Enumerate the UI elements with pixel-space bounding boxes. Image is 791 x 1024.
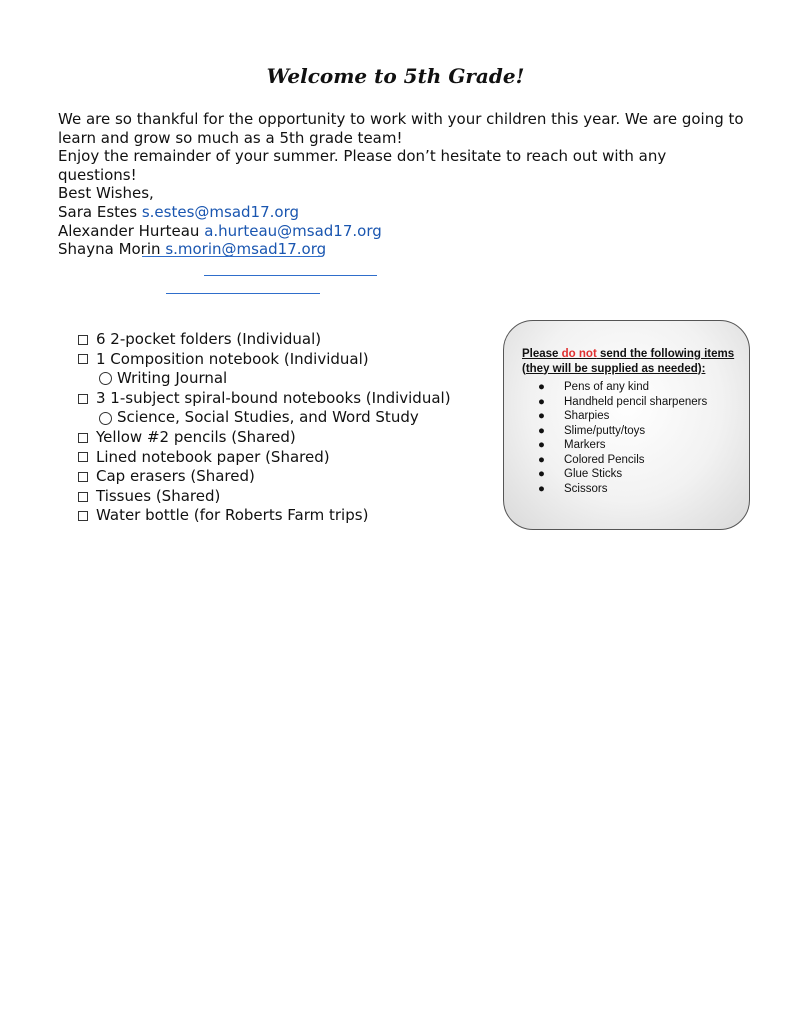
list-item bbox=[522, 380, 735, 395]
do-not-send-heading bbox=[522, 347, 735, 376]
bullet-icon: ● bbox=[538, 439, 545, 451]
checklist-item bbox=[78, 467, 451, 487]
checklist-subitem bbox=[78, 408, 451, 428]
list-item-label: Glue Sticks bbox=[564, 468, 623, 480]
checkbox-icon[interactable] bbox=[78, 511, 88, 521]
list-item bbox=[522, 438, 735, 453]
checklist-item bbox=[78, 350, 451, 370]
do-not-send-list bbox=[522, 380, 735, 496]
checkbox-icon[interactable] bbox=[78, 472, 88, 482]
checkbox-icon[interactable] bbox=[78, 433, 88, 443]
bullet-icon: ● bbox=[538, 453, 545, 466]
checklist-item bbox=[78, 389, 451, 409]
checklist-item-label: Cap erasers (Shared) bbox=[96, 467, 255, 486]
checklist-item-label: Water bottle (for Roberts Farm trips) bbox=[96, 506, 369, 525]
list-item bbox=[522, 409, 735, 424]
checkbox-icon[interactable] bbox=[78, 354, 88, 364]
list-item-label: Sharpies bbox=[564, 410, 610, 422]
bullet-icon: ● bbox=[538, 410, 545, 422]
checklist-subitem bbox=[78, 369, 451, 389]
supply-checklist bbox=[78, 330, 451, 526]
checklist-item-label: Lined notebook paper (Shared) bbox=[96, 447, 330, 466]
checklist-item-label: 6 2-pocket folders (Individual) bbox=[96, 330, 322, 348]
radio-circle-icon[interactable] bbox=[99, 372, 112, 385]
letter-closing: Best Wishes, bbox=[58, 184, 154, 203]
radio-circle-icon[interactable] bbox=[99, 412, 112, 425]
list-item-label: Colored Pencils bbox=[564, 453, 645, 466]
checklist-item-label: Tissues (Shared) bbox=[96, 486, 221, 505]
teacher-email-link[interactable]: s.morin@msad17.org bbox=[165, 240, 327, 259]
letter-paragraph: Enjoy the remainder of your summer. Please don’t hesitate to reach out with any questions! bbox=[58, 147, 667, 184]
list-item-label: Pens of any kind bbox=[564, 381, 650, 393]
checklist-item bbox=[78, 506, 451, 526]
checkbox-icon[interactable] bbox=[78, 492, 88, 502]
list-item-label: Handheld pencil sharpeners bbox=[564, 395, 708, 408]
list-item-label: Scissors bbox=[564, 482, 608, 495]
checkbox-icon[interactable] bbox=[78, 452, 88, 462]
heading-warning-text: do not bbox=[561, 348, 597, 360]
teacher-contact bbox=[58, 222, 748, 241]
heading-text: Please bbox=[522, 348, 562, 360]
heading-text: send the following items (they will be supplied as needed): bbox=[522, 348, 735, 375]
list-item-label: Slime/putty/toys bbox=[564, 424, 646, 437]
do-not-send-panel bbox=[503, 320, 750, 530]
list-item bbox=[522, 395, 735, 410]
page-title: Welcome to 5th Grade! bbox=[266, 64, 525, 88]
teacher-name: Shayna Morin bbox=[58, 240, 161, 259]
list-item bbox=[522, 467, 735, 482]
link-underline bbox=[166, 293, 320, 294]
checklist-item-label: Yellow #2 pencils (Shared) bbox=[96, 427, 296, 446]
bullet-icon: ● bbox=[538, 424, 545, 437]
bullet-icon: ● bbox=[538, 482, 545, 495]
checklist-item-label: 3 1-subject spiral-bound notebooks (Individual) bbox=[96, 388, 451, 407]
checklist-subitem-label: Writing Journal bbox=[117, 369, 228, 388]
teacher-email-link[interactable]: a.hurteau@msad17.org bbox=[204, 221, 382, 240]
letter-paragraph: We are so thankful for the opportunity to work with your children this year. We are going to learn and grow so much as a 5th grade team! bbox=[58, 110, 744, 147]
bullet-icon: ● bbox=[538, 381, 545, 393]
checkbox-icon[interactable] bbox=[78, 394, 88, 404]
checklist-item bbox=[78, 487, 451, 507]
link-underline bbox=[204, 275, 377, 276]
bullet-icon: ● bbox=[538, 395, 545, 408]
list-item bbox=[522, 482, 735, 497]
list-item bbox=[522, 453, 735, 468]
link-underline bbox=[142, 256, 322, 257]
checklist-item bbox=[78, 330, 451, 350]
checkbox-icon[interactable] bbox=[78, 335, 88, 345]
welcome-letter bbox=[58, 110, 748, 259]
checklist-item bbox=[78, 428, 451, 448]
teacher-email-link[interactable]: s.estes@msad17.org bbox=[141, 202, 299, 221]
teacher-contact bbox=[58, 203, 748, 222]
list-item-label: Markers bbox=[564, 439, 606, 451]
checklist-item-label: 1 Composition notebook (Individual) bbox=[96, 349, 369, 368]
checklist-subitem-label: Science, Social Studies, and Word Study bbox=[117, 408, 419, 427]
checklist-item bbox=[78, 448, 451, 468]
list-item bbox=[522, 424, 735, 439]
teacher-name: Alexander Hurteau bbox=[58, 221, 200, 240]
teacher-name: Sara Estes bbox=[58, 202, 138, 221]
bullet-icon: ● bbox=[538, 468, 545, 480]
